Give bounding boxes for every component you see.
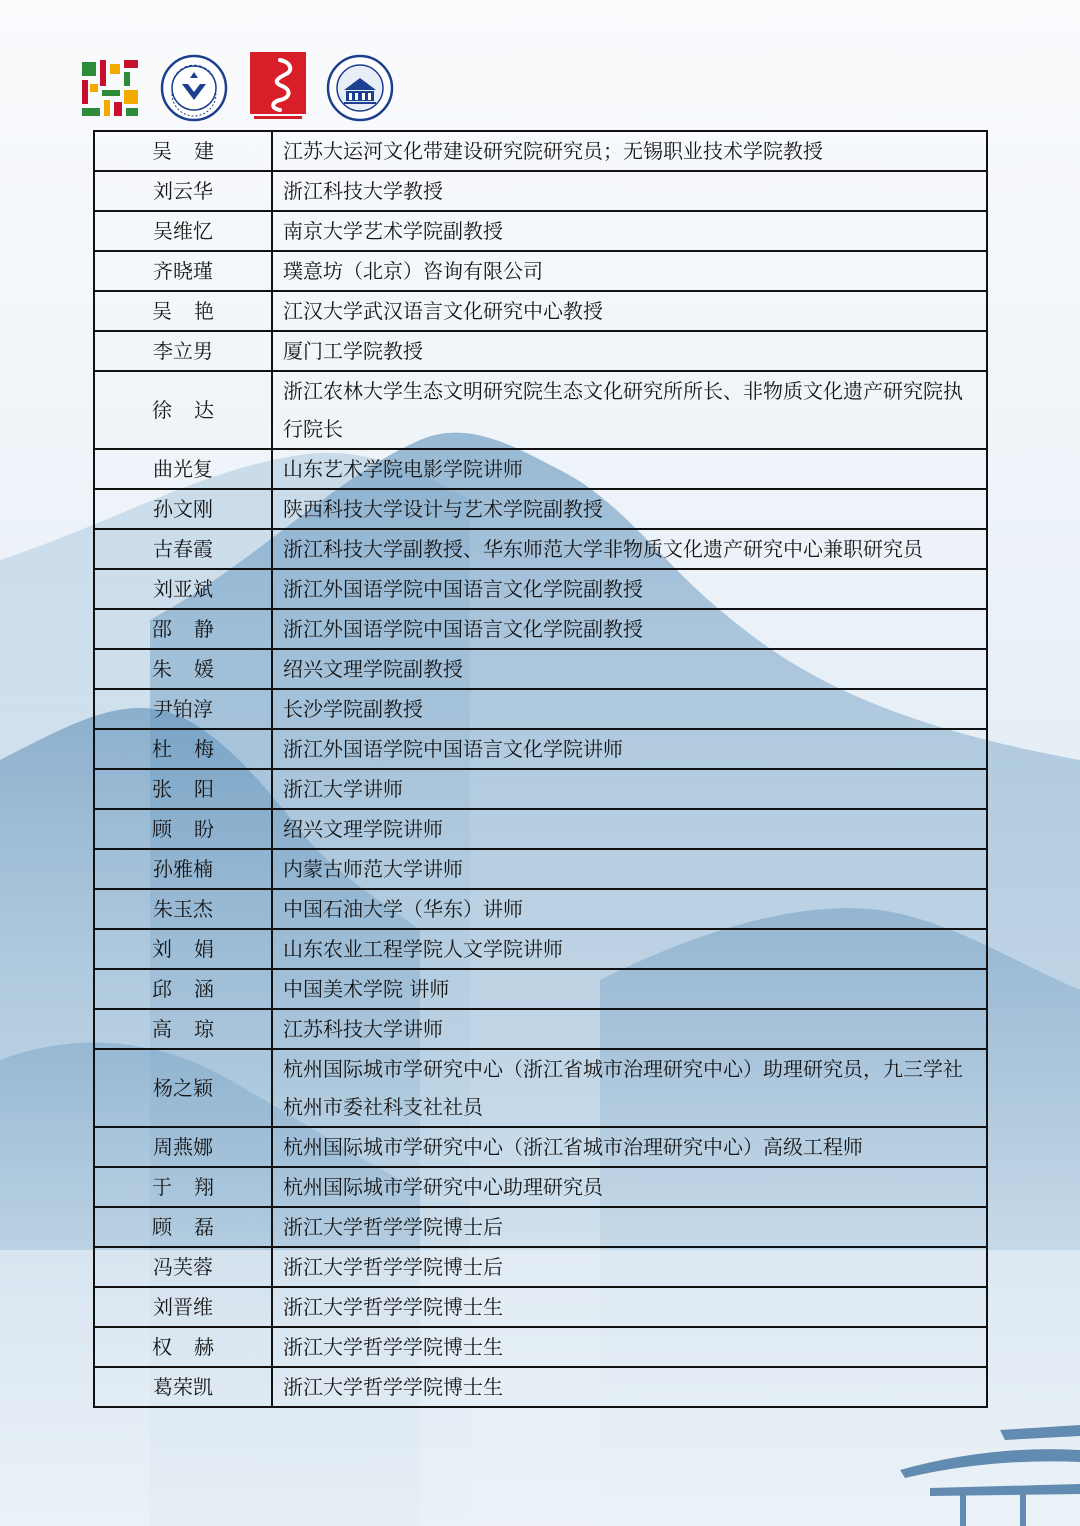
affiliation-cell: 江苏科技大学讲师 <box>272 1009 987 1049</box>
affiliation-cell: 厦门工学院教授 <box>272 331 987 371</box>
name-cell: 古春霞 <box>94 529 272 569</box>
name-cell: 邱涵 <box>94 969 272 1009</box>
table-row <box>94 1009 987 1049</box>
building-seal-logo <box>326 54 394 122</box>
affiliation-cell: 杭州国际城市学研究中心（浙江省城市治理研究中心）助理研究员，九三学社杭州市委社科支社社员 <box>272 1049 987 1127</box>
name-cell: 徐达 <box>94 371 272 449</box>
name-cell: 权赫 <box>94 1327 272 1367</box>
name-cell: 曲光复 <box>94 449 272 489</box>
name-cell: 顾磊 <box>94 1207 272 1247</box>
name-cell: 杨之颖 <box>94 1049 272 1127</box>
name-cell: 朱玉杰 <box>94 889 272 929</box>
name-cell: 李立男 <box>94 331 272 371</box>
name-cell: 吴建 <box>94 131 272 171</box>
table-row <box>94 331 987 371</box>
affiliation-cell: 绍兴文理学院副教授 <box>272 649 987 689</box>
table-row <box>94 1207 987 1247</box>
name-cell: 朱媛 <box>94 649 272 689</box>
affiliation-cell: 浙江农林大学生态文明研究院生态文化研究所所长、非物质文化遗产研究院执行院长 <box>272 371 987 449</box>
table-row <box>94 251 987 291</box>
table-row <box>94 689 987 729</box>
table-row <box>94 889 987 929</box>
affiliation-cell: 浙江大学哲学学院博士生 <box>272 1327 987 1367</box>
red-calligraphy-logo <box>250 52 306 122</box>
name-cell: 高琼 <box>94 1009 272 1049</box>
affiliation-cell: 浙江大学讲师 <box>272 769 987 809</box>
table-row <box>94 1327 987 1367</box>
table-row <box>94 569 987 609</box>
name-cell: 葛荣凯 <box>94 1367 272 1407</box>
table-row <box>94 1367 987 1407</box>
affiliation-cell: 山东农业工程学院人文学院讲师 <box>272 929 987 969</box>
affiliation-cell: 山东艺术学院电影学院讲师 <box>272 449 987 489</box>
affiliation-cell: 杭州国际城市学研究中心助理研究员 <box>272 1167 987 1207</box>
name-cell: 吴艳 <box>94 291 272 331</box>
header-logos <box>0 0 1080 130</box>
table-row <box>94 969 987 1009</box>
table-row <box>94 609 987 649</box>
affiliation-cell: 杭州国际城市学研究中心（浙江省城市治理研究中心）高级工程师 <box>272 1127 987 1167</box>
affiliation-cell: 中国美术学院 讲师 <box>272 969 987 1009</box>
affiliation-cell: 浙江大学哲学学院博士后 <box>272 1247 987 1287</box>
member-table-container <box>93 130 988 1408</box>
table-row <box>94 371 987 449</box>
name-cell: 邵静 <box>94 609 272 649</box>
name-cell: 尹铂淳 <box>94 689 272 729</box>
table-row <box>94 929 987 969</box>
name-cell: 刘晋维 <box>94 1287 272 1327</box>
affiliation-cell: 绍兴文理学院讲师 <box>272 809 987 849</box>
name-cell: 刘亚斌 <box>94 569 272 609</box>
zhejiang-university-seal <box>160 54 228 122</box>
affiliation-cell: 长沙学院副教授 <box>272 689 987 729</box>
affiliation-cell: 浙江大学哲学学院博士后 <box>272 1207 987 1247</box>
name-cell: 顾盼 <box>94 809 272 849</box>
name-cell: 刘娟 <box>94 929 272 969</box>
table-row <box>94 809 987 849</box>
name-cell: 周燕娜 <box>94 1127 272 1167</box>
affiliation-cell: 江汉大学武汉语言文化研究中心教授 <box>272 291 987 331</box>
table-row <box>94 449 987 489</box>
affiliation-cell: 江苏大运河文化带建设研究院研究员；无锡职业技术学院教授 <box>272 131 987 171</box>
name-cell: 于翔 <box>94 1167 272 1207</box>
table-row <box>94 1127 987 1167</box>
affiliation-cell: 浙江外国语学院中国语言文化学院讲师 <box>272 729 987 769</box>
table-row <box>94 1287 987 1327</box>
affiliation-cell: 浙江大学哲学学院博士生 <box>272 1367 987 1407</box>
table-row <box>94 529 987 569</box>
name-cell: 杜梅 <box>94 729 272 769</box>
affiliation-cell: 浙江外国语学院中国语言文化学院副教授 <box>272 609 987 649</box>
affiliation-cell: 璞意坊（北京）咨询有限公司 <box>272 251 987 291</box>
name-cell: 刘云华 <box>94 171 272 211</box>
table-row <box>94 769 987 809</box>
table-row <box>94 1247 987 1287</box>
table-row <box>94 211 987 251</box>
affiliation-cell: 中国石油大学（华东）讲师 <box>272 889 987 929</box>
table-row <box>94 171 987 211</box>
name-cell: 张阳 <box>94 769 272 809</box>
affiliation-cell: 浙江大学哲学学院博士生 <box>272 1287 987 1327</box>
name-cell: 冯芙蓉 <box>94 1247 272 1287</box>
member-table <box>93 130 988 1408</box>
grid-emblem-logo <box>80 58 140 118</box>
affiliation-cell: 陕西科技大学设计与艺术学院副教授 <box>272 489 987 529</box>
table-row <box>94 849 987 889</box>
table-row <box>94 649 987 689</box>
affiliation-cell: 浙江科技大学副教授、华东师范大学非物质文化遗产研究中心兼职研究员 <box>272 529 987 569</box>
name-cell: 孙文刚 <box>94 489 272 529</box>
affiliation-cell: 浙江科技大学教授 <box>272 171 987 211</box>
affiliation-cell: 内蒙古师范大学讲师 <box>272 849 987 889</box>
affiliation-cell: 南京大学艺术学院副教授 <box>272 211 987 251</box>
table-row <box>94 291 987 331</box>
table-row <box>94 489 987 529</box>
table-row <box>94 131 987 171</box>
affiliation-cell: 浙江外国语学院中国语言文化学院副教授 <box>272 569 987 609</box>
name-cell: 齐晓瑾 <box>94 251 272 291</box>
table-row <box>94 729 987 769</box>
table-row <box>94 1049 987 1127</box>
name-cell: 孙雅楠 <box>94 849 272 889</box>
table-row <box>94 1167 987 1207</box>
name-cell: 吴维忆 <box>94 211 272 251</box>
